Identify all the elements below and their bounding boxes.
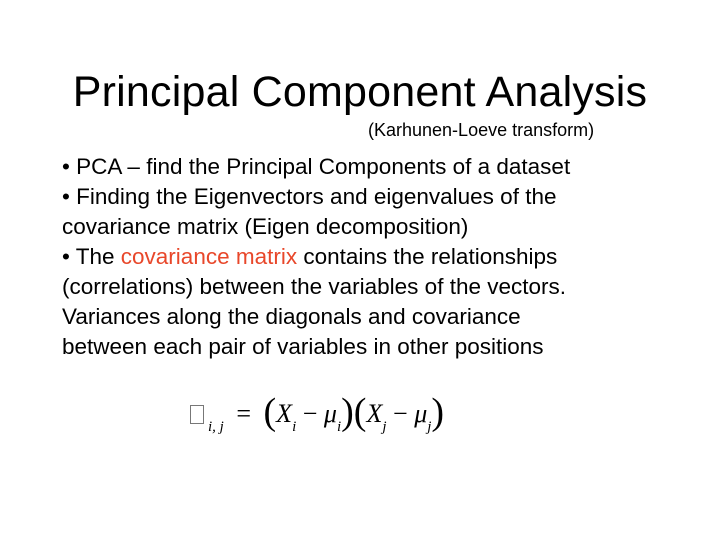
mu-var: μ <box>414 399 428 428</box>
bullet-continuation: between each pair of variables in other positions <box>62 334 544 359</box>
x-var: X <box>366 399 383 428</box>
x-sub: j <box>382 419 387 435</box>
minus-sign: − <box>393 399 408 428</box>
bullet-text: PCA – find the Principal Components of a dataset <box>76 154 571 179</box>
x-var: X <box>276 399 293 428</box>
equals-sign: = <box>236 399 252 428</box>
bullet-item <box>62 182 702 212</box>
formula-subscript: i, j <box>208 419 224 435</box>
left-paren: ( <box>353 391 367 433</box>
bullet-text: Finding the Eigenvectors and eigenvalues of the <box>76 184 557 209</box>
slide-subtitle: (Karhunen-Loeve transform) <box>368 120 595 140</box>
bullet-item <box>62 242 702 272</box>
covariance-formula <box>190 388 445 435</box>
bullet-continuation: (correlations) between the variables of the vectors. <box>62 274 566 299</box>
right-paren: ) <box>431 391 445 433</box>
missing-symbol-box <box>190 405 204 424</box>
highlighted-term: covariance matrix <box>120 244 298 269</box>
slide-title: Principal Component Analysis <box>72 68 648 116</box>
x-sub: i <box>292 419 297 435</box>
bullet-text-prefix: The <box>75 244 121 269</box>
bullet-marker: • <box>62 154 70 179</box>
mu-sub: j <box>427 419 432 435</box>
mu-var: μ <box>323 399 337 428</box>
bullet-marker: • <box>62 244 70 269</box>
bullet-list <box>62 152 702 362</box>
bullet-text-suffix: contains the relationships <box>297 244 558 269</box>
minus-sign: − <box>302 399 318 428</box>
bullet-item <box>62 152 702 182</box>
mu-sub: i <box>336 419 342 435</box>
right-paren: ) <box>341 391 354 433</box>
bullet-continuation: covariance matrix (Eigen decomposition) <box>62 214 469 239</box>
bullet-marker: • <box>62 184 70 209</box>
left-paren: ( <box>263 391 277 433</box>
bullet-continuation: Variances along the diagonals and covariance <box>62 304 521 329</box>
